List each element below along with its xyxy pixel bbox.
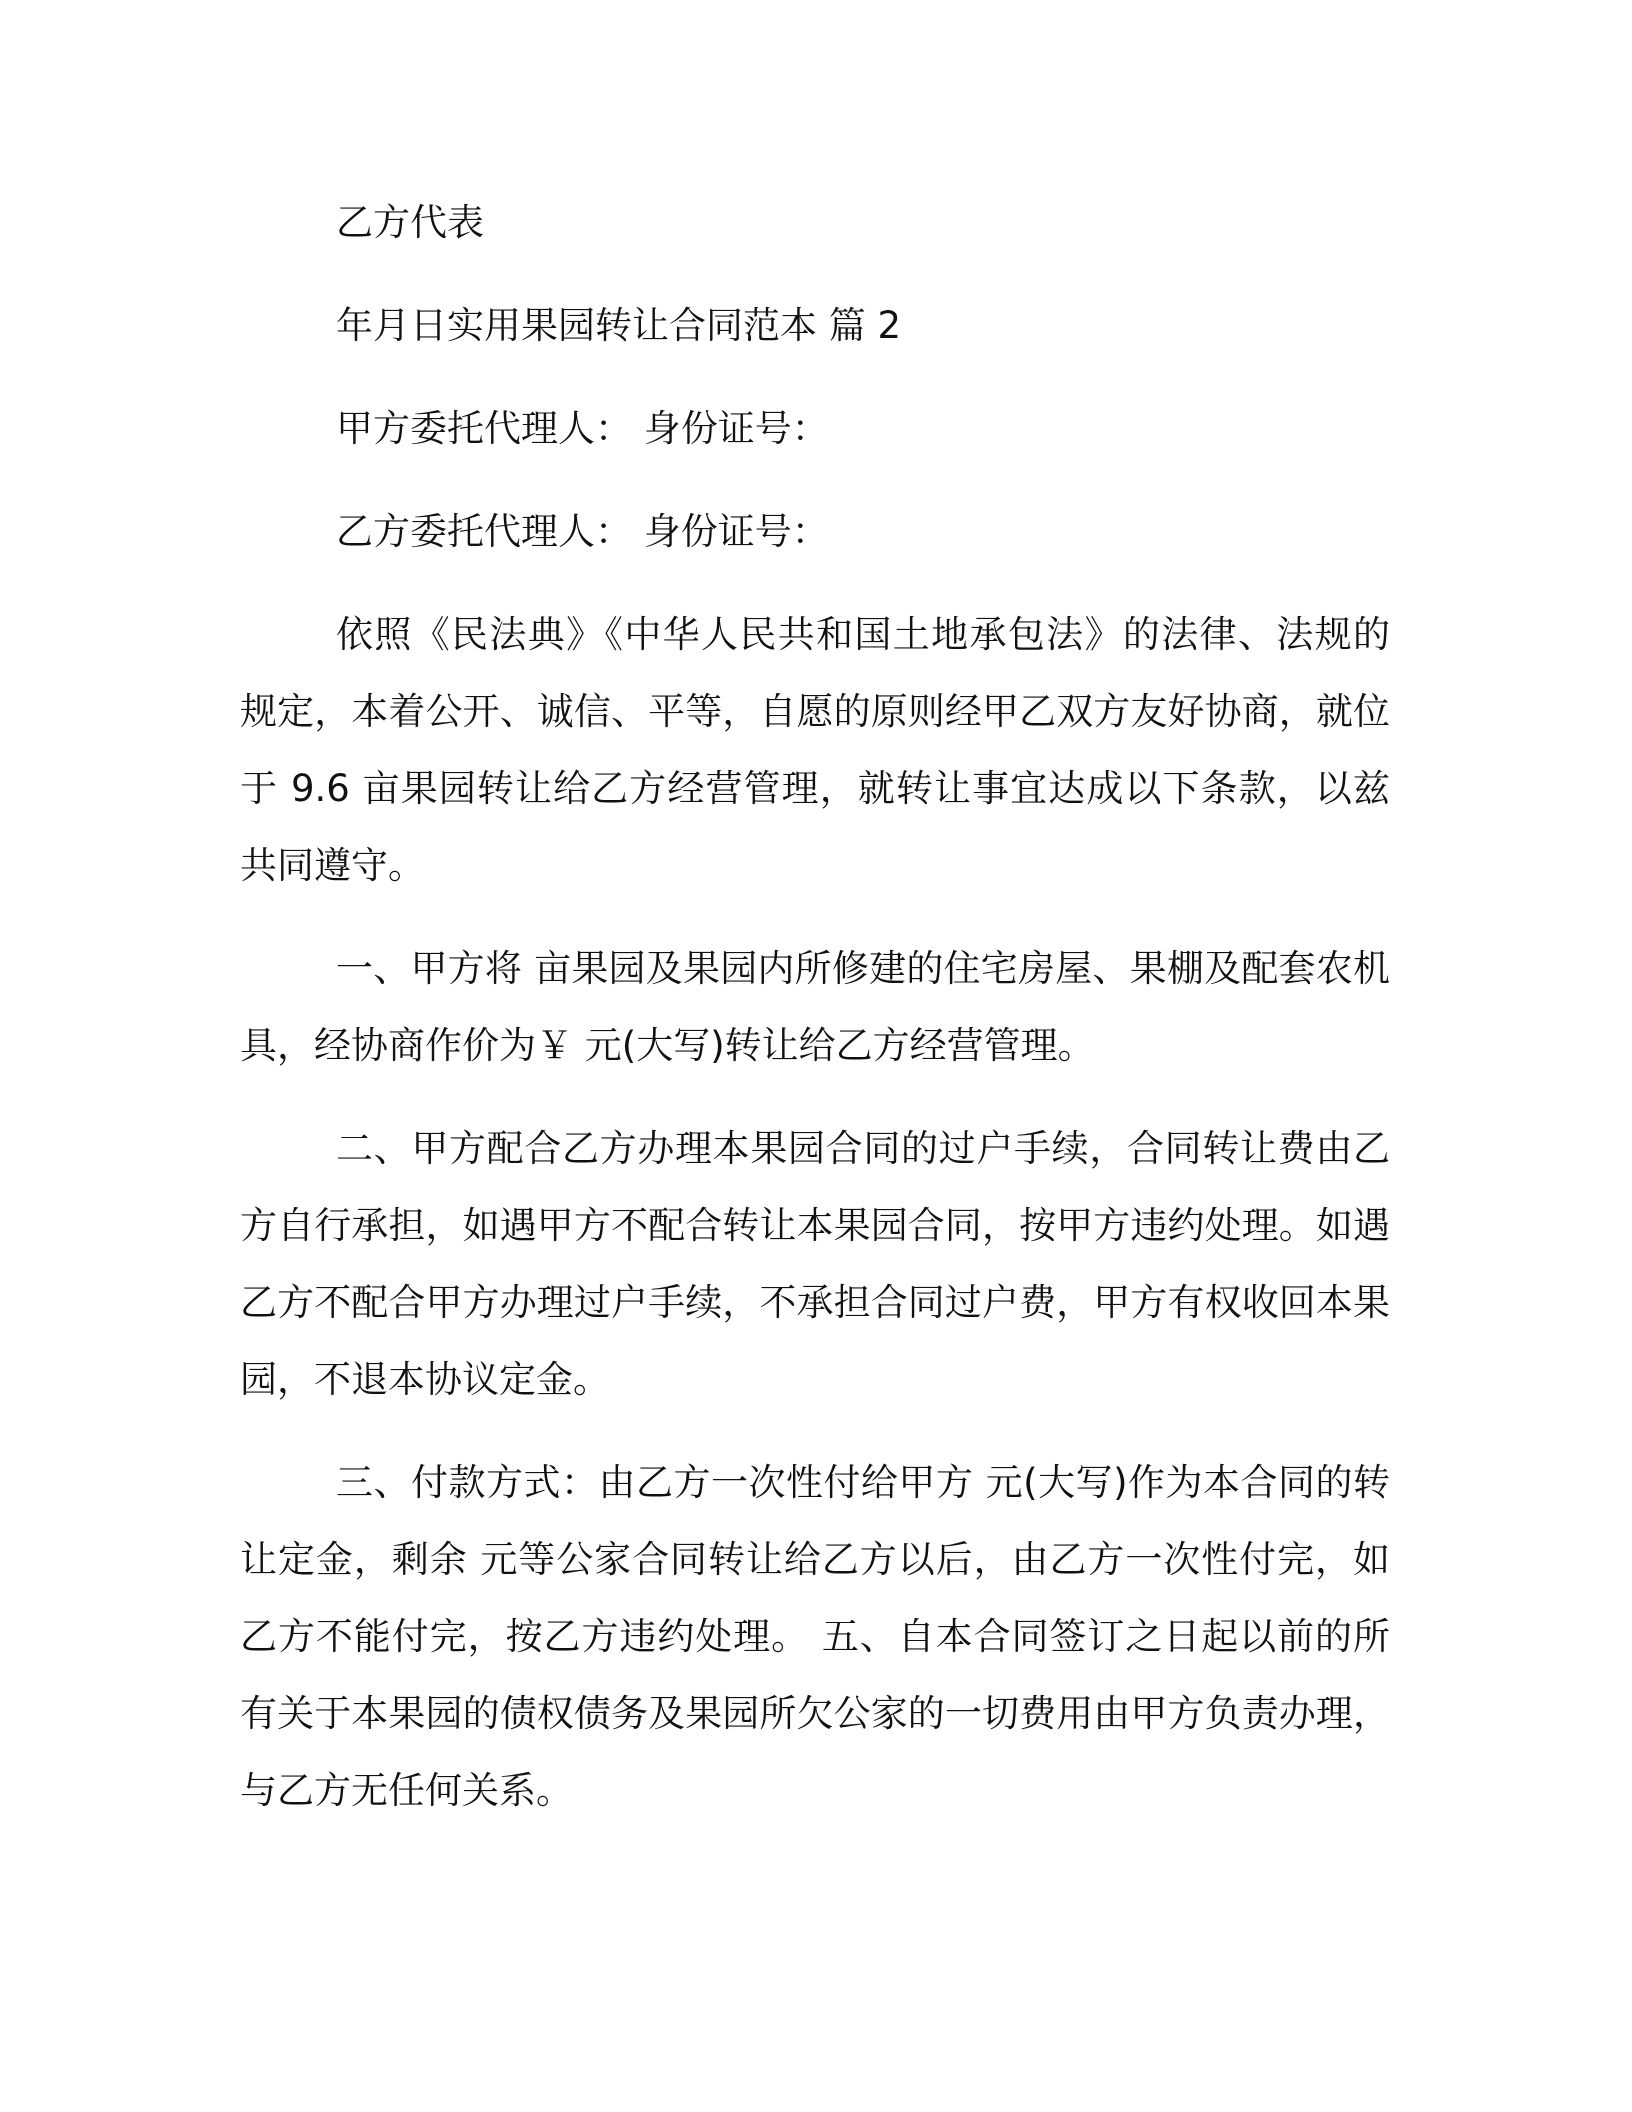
clause-3-paragraph: 三、付款方式：由乙方一次性付给甲方 元(大写)作为本合同的转让定金，剩余 元等公家合同转让给乙方以后，由乙方一次性付完，如乙方不能付完，按乙方违约处理。 五、自本合同签订之日起以前的所有关于本果园的债权债务及果园所欠公家的一切费用由甲方负责办理，与乙方无任何关系。	[240, 1461, 1390, 1812]
party-b-agent-line: 乙方委托代理人： 身份证号：	[336, 510, 829, 553]
party-a-agent-line: 甲方委托代理人： 身份证号：	[336, 407, 829, 450]
party-b-representative-line: 乙方代表	[336, 201, 484, 244]
document-body	[240, 184, 1390, 1855]
section-title-line: 年月日实用果园转让合同范本 篇 2	[336, 304, 902, 347]
clause-2-paragraph: 二、甲方配合乙方办理本果园合同的过户手续，合同转让费由乙方自行承担，如遇甲方不配合转让本果园合同，按甲方违约处理。如遇乙方不配合甲方办理过户手续，不承担合同过户费，甲方有权收回本果园，不退本协议定金。	[240, 1127, 1390, 1401]
clause-1-paragraph: 一、甲方将 亩果园及果园内所修建的住宅房屋、果棚及配套农机具，经协商作价为￥ 元(大写)转让给乙方经营管理。	[240, 947, 1390, 1067]
preamble-paragraph: 依照《民法典》《中华人民共和国土地承包法》的法律、法规的规定，本着公开、诚信、平等，自愿的原则经甲乙双方友好协商，就位于 9.6 亩果园转让给乙方经营管理，就转让事宜达成以下条款，以兹共同遵守。	[240, 613, 1390, 887]
